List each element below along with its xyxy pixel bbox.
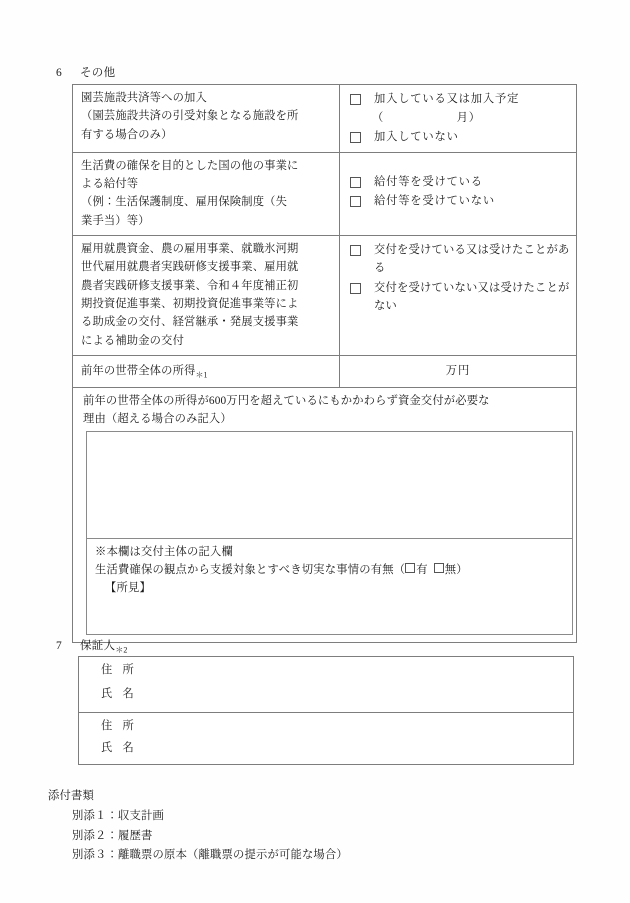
insurance-option-not-enrolled[interactable] [350, 128, 572, 146]
insurance-label-line-1: 園芸施設共済等への加入 [81, 92, 207, 104]
section-6-number: 6 [56, 67, 63, 79]
subsidies-label-line-6: による補助金の交付 [81, 334, 185, 347]
checkbox-icon[interactable] [405, 563, 415, 573]
checkbox-icon[interactable] [350, 196, 361, 207]
benefits-label-line-3: （例：生活保護制度、雇用保険制度（失 [81, 196, 288, 209]
income-label-footnote-mark: ＊1 [195, 370, 208, 380]
section-7-heading [56, 637, 127, 655]
reason-heading-line-1: 前年の世帯全体の所得が600万円を超えているにもかかわらず資金交付が必要な [83, 395, 490, 408]
subsidies-label-line-4: 期投資促進事業、初期投資促進事業等によ [81, 297, 299, 310]
section-7-footnote-mark: ＊2 [115, 645, 128, 655]
guarantor-2-address-label-b: 所 [122, 720, 134, 732]
guarantor-1-name-label-a: 氏 [101, 688, 113, 700]
guarantor-2-name-row[interactable] [79, 737, 573, 759]
insurance-option-enrolled[interactable] [350, 90, 572, 108]
reason-box-wrap [73, 431, 576, 635]
subsidies-label-line-5: る助成金の交付、経営継承・発展支援事業 [81, 316, 299, 329]
attachment-item-3: 別添３：離職票の原本（離職票の提示が可能な場合） [72, 849, 348, 862]
attachments-title: 添付書類 [48, 790, 94, 802]
guarantor-1-address-label-a: 住 [101, 664, 113, 676]
guarantor-1-name-label-b: 名 [122, 688, 134, 700]
benefits-label-line-1: 生活費の確保を目的とした国の他の事業に [81, 159, 299, 172]
insurance-label-line-3: 有する場合のみ） [81, 128, 173, 141]
benefits-option-list [340, 153, 576, 217]
insurance-option-not-enrolled-label: 加入していない [374, 130, 459, 143]
issuer-note-line-3: 【所見】 [105, 581, 151, 594]
issuer-note-box[interactable] [86, 539, 573, 635]
subsidies-option-not-received-label: 交付を受けていない又は受けたことがない [374, 281, 570, 312]
issuer-note-line-2-prefix: 生活費確保の観点から支援対象とすべき切実な事情の有無（ [95, 563, 406, 576]
benefits-options-cell [340, 152, 577, 235]
guarantor-1-cell [79, 657, 574, 713]
insurance-label-text [73, 85, 339, 149]
subsidies-option-received[interactable] [350, 241, 572, 278]
subsidies-options-cell [340, 236, 577, 356]
subsidies-label-line-1: 雇用就農資金、農の雇用事業、就職氷河期 [81, 243, 299, 256]
attachment-item-1: 別添１：収支計画 [72, 809, 164, 822]
benefits-label-text [73, 153, 339, 235]
subsidies-label-line-2: 世代雇用就農者実践研修支援事業、雇用就 [81, 261, 299, 274]
table-row-benefits [73, 152, 577, 235]
section-6-heading [56, 64, 115, 80]
table-row-subsidies [73, 236, 577, 356]
insurance-label-cell [73, 85, 340, 153]
section-6-title: その他 [80, 67, 116, 79]
income-unit-label: 万円 [445, 364, 471, 377]
guarantor-1-address-row[interactable] [79, 657, 573, 681]
issuer-note-option-no: 無 [444, 563, 457, 576]
issuer-note-text [87, 539, 572, 603]
benefits-option-not-receiving[interactable] [350, 192, 572, 210]
insurance-options-cell [340, 85, 577, 153]
subsidies-option-received-label: 交付を受けている又は受けたことがある [374, 244, 570, 275]
subsidies-option-not-received[interactable] [350, 279, 572, 316]
table-row-reason [73, 388, 577, 643]
guarantor-table [78, 656, 574, 765]
checkbox-icon[interactable] [350, 245, 361, 256]
attachments-block [48, 787, 348, 866]
guarantor-block-1 [79, 657, 574, 713]
benefits-label-line-2: よる給付等 [81, 178, 139, 191]
reason-heading [73, 388, 576, 431]
guarantor-1-name-row[interactable] [79, 681, 573, 705]
guarantor-2-address-row[interactable] [79, 713, 573, 737]
checkbox-icon[interactable] [350, 94, 361, 105]
other-info-table [72, 84, 577, 643]
checkbox-icon[interactable] [350, 177, 361, 188]
benefits-label-cell [73, 152, 340, 235]
table-row-insurance [73, 85, 577, 153]
reason-cell [73, 388, 577, 643]
guarantor-2-name-label-b: 名 [122, 742, 134, 754]
benefits-option-receiving-label: 給付等を受けている [374, 175, 483, 188]
section-7-title: 保証人 [80, 640, 116, 652]
guarantor-2-name-label-a: 氏 [101, 742, 113, 754]
issuer-note-line-2-suffix: ） [456, 563, 468, 576]
subsidies-option-list [340, 236, 576, 321]
guarantor-2-address-label-a: 住 [101, 720, 113, 732]
guarantor-block-2 [79, 713, 574, 765]
income-label: 前年の世帯全体の所得 [81, 364, 196, 377]
section-7-number: 7 [56, 640, 63, 652]
issuer-note-option-yes: 有 [416, 563, 428, 576]
insurance-option-list [340, 85, 576, 152]
table-row-income [73, 355, 577, 387]
attachment-item-2: 別添２：履歴書 [72, 829, 153, 842]
benefits-option-receiving[interactable] [350, 173, 572, 191]
income-value-cell[interactable] [340, 355, 577, 387]
reason-heading-line-2: 理由（超える場合のみ記入） [83, 413, 232, 426]
benefits-label-line-4: 業手当）等） [81, 214, 150, 227]
benefits-option-not-receiving-label: 給付等を受けていない [374, 195, 495, 208]
reason-free-text-area[interactable] [86, 431, 573, 539]
checkbox-icon[interactable] [350, 132, 361, 143]
subsidies-label-line-3: 農者実践研修支援事業、令和４年度補正初 [81, 279, 299, 292]
income-label-cell [73, 355, 340, 387]
guarantor-2-cell [79, 713, 574, 765]
checkbox-icon[interactable] [434, 563, 444, 573]
insurance-month-field[interactable]: （ 月） [372, 112, 481, 125]
income-label-text [73, 356, 339, 387]
subsidies-label-text [73, 236, 339, 355]
guarantor-1-address-label-b: 所 [122, 664, 134, 676]
issuer-note-line-2 [95, 561, 566, 579]
insurance-option-enrolled-label: 加入している又は加入予定 [374, 93, 520, 105]
subsidies-label-cell [73, 236, 340, 356]
issuer-note-line-1: ※本欄は交付主体の記入欄 [95, 545, 233, 558]
checkbox-icon[interactable] [350, 283, 361, 294]
insurance-label-line-2: （園芸施設共済の引受対象となる施設を所 [81, 110, 299, 123]
